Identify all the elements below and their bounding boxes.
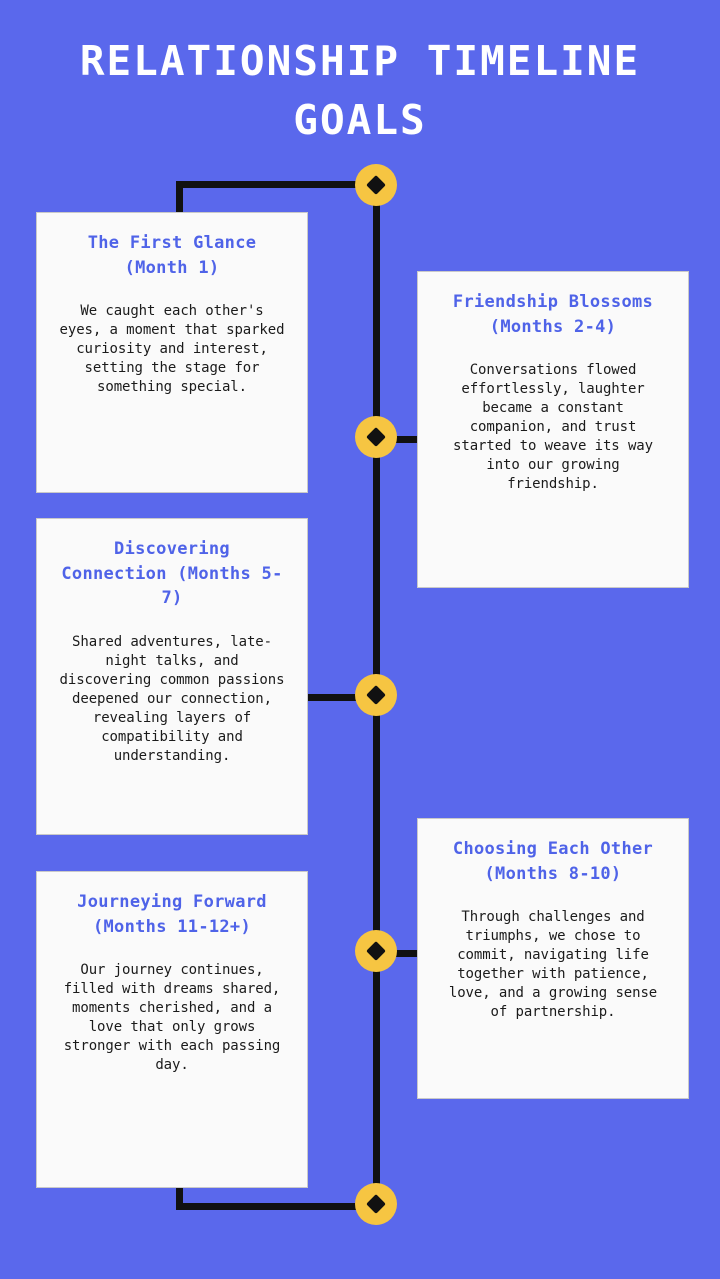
milestone-card-4 — [417, 818, 689, 1099]
timeline-node-5 — [355, 1183, 397, 1225]
milestone-card-2 — [417, 271, 689, 588]
milestone-card-5 — [36, 871, 308, 1188]
milestone-title: Choosing Each Other (Months 8-10) — [452, 839, 654, 884]
milestone-title: Friendship Blossoms (Months 2-4) — [452, 292, 654, 337]
timeline-node-4 — [355, 930, 397, 972]
connector-bottom-horizontal — [176, 1203, 376, 1210]
milestone-body: Conversations flowed effortlessly, laughter became a constant companion, and trust started to weave its way into our growing friendship. — [453, 362, 653, 493]
milestone-title: The First Glance (Month 1) — [87, 233, 257, 278]
milestone-body: Shared adventures, late-night talks, and discovering common passions deepened our connection, revealing layers of compatibility and understanding. — [59, 633, 285, 765]
milestone-body: We caught each other's eyes, a moment that sparked curiosity and interest, setting the stage for something special. — [59, 303, 285, 396]
milestone-card-3 — [36, 518, 308, 835]
page-title: RELATIONSHIP TIMELINE GOALS — [79, 37, 641, 145]
timeline-node-3 — [355, 674, 397, 716]
milestone-body: Through challenges and triumphs, we chose to commit, navigating life together with patience, love, and a growing sense of partnership. — [448, 909, 658, 1021]
connector-top-horizontal — [176, 181, 376, 188]
timeline-node-2 — [355, 416, 397, 458]
milestone-title: Journeying Forward (Months 11-12+) — [77, 892, 267, 937]
timeline-node-1 — [355, 164, 397, 206]
milestone-title: Discovering Connection (Months 5-7) — [61, 539, 283, 609]
milestone-body: Our journey continues, filled with dreams shared, moments cherished, and a love that only grows stronger with each passing day. — [63, 962, 281, 1074]
milestone-card-1 — [36, 212, 308, 493]
